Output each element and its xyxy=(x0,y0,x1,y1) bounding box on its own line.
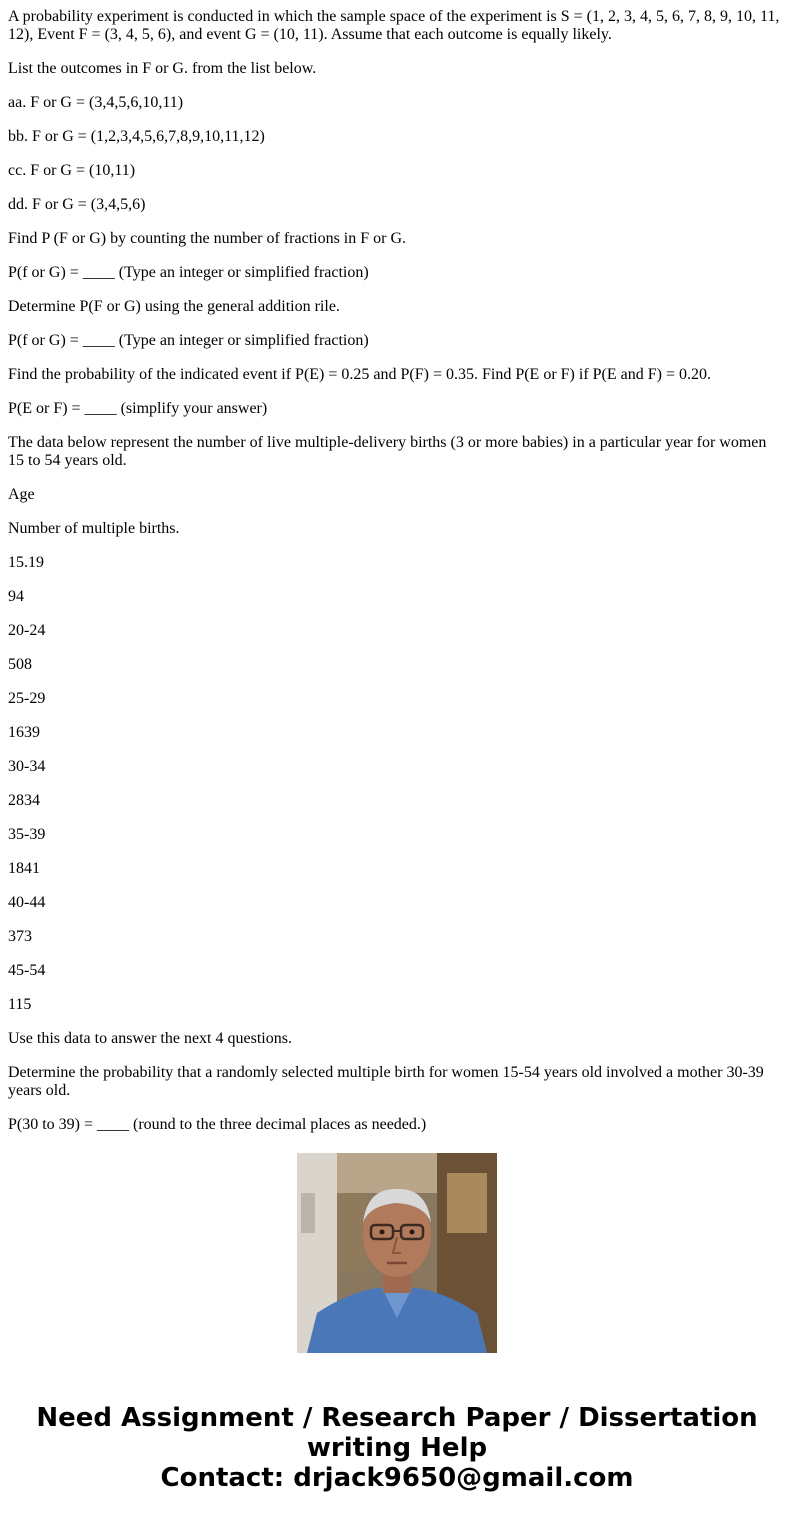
avatar xyxy=(297,1153,497,1353)
person-portrait-icon xyxy=(297,1153,497,1353)
table-cell: 1841 xyxy=(8,860,40,877)
question-text xyxy=(8,0,784,1133)
paragraph: The data below represent the number of live multiple-delivery births (3 or more babies) in a particular year for women 15 to 54 years old. xyxy=(8,434,767,469)
paragraph: Use this data to answer the next 4 questions. xyxy=(8,1030,292,1047)
table-cell: 25-29 xyxy=(8,690,46,707)
table-cell: 20-24 xyxy=(8,622,46,639)
table-cell: 1639 xyxy=(8,724,40,741)
paragraph: Determine the probability that a randomly selected multiple birth for women 15-54 years old involved a mother 30-39 years old. xyxy=(8,1064,764,1099)
table-cell: 40-44 xyxy=(8,894,46,911)
table-cell: 30-34 xyxy=(8,758,46,775)
paragraph: List the outcomes in F or G. from the list below. xyxy=(8,60,317,77)
table-cell: 115 xyxy=(8,996,32,1013)
paragraph: Find the probability of the indicated event if P(E) = 0.25 and P(F) = 0.35. Find P(E or F) if P(E and F) = 0.20. xyxy=(8,366,711,383)
option-dd: dd. F or G = (3,4,5,6) xyxy=(8,196,146,213)
table-cell: 15.19 xyxy=(8,554,44,571)
table-cell: 94 xyxy=(8,588,24,605)
table-cell: 508 xyxy=(8,656,32,673)
paragraph: Determine P(F or G) using the general addition rile. xyxy=(8,298,340,315)
promo-line-1: Need Assignment / Research Paper / Dissertation xyxy=(36,1403,758,1433)
promo-contact: Contact: drjack9650@gmail.com xyxy=(160,1463,634,1493)
table-header-births: Number of multiple births. xyxy=(8,520,180,537)
table-cell: 2834 xyxy=(8,792,40,809)
paragraph: P(f or G) = ____ (Type an integer or simplified fraction) xyxy=(8,332,369,349)
promo-banner xyxy=(0,1403,794,1493)
table-cell: 373 xyxy=(8,928,32,945)
option-aa: aa. F or G = (3,4,5,6,10,11) xyxy=(8,94,184,111)
paragraph: P(30 to 39) = ____ (round to the three decimal places as needed.) xyxy=(8,1116,427,1133)
promo-line-2: writing Help xyxy=(306,1433,488,1463)
option-bb: bb. F or G = (1,2,3,4,5,6,7,8,9,10,11,12) xyxy=(8,128,265,145)
paragraph: Find P (F or G) by counting the number of fractions in F or G. xyxy=(8,230,407,247)
table-cell: 35-39 xyxy=(8,826,46,843)
table-header-age: Age xyxy=(8,486,35,503)
paragraph: A probability experiment is conducted in which the sample space of the experiment is S = (1, 2, 3, 4, 5, 6, 7, 8, 9, 10, 11, 12), Event F = (3, 4, 5, 6), and event G = (10, 11). Assume that each outcome is equally likely. xyxy=(8,8,780,43)
table-cell: 45-54 xyxy=(8,962,46,979)
paragraph: P(E or F) = ____ (simplify your answer) xyxy=(8,400,268,417)
paragraph: P(f or G) = ____ (Type an integer or simplified fraction) xyxy=(8,264,369,281)
option-cc: cc. F or G = (10,11) xyxy=(8,162,136,179)
